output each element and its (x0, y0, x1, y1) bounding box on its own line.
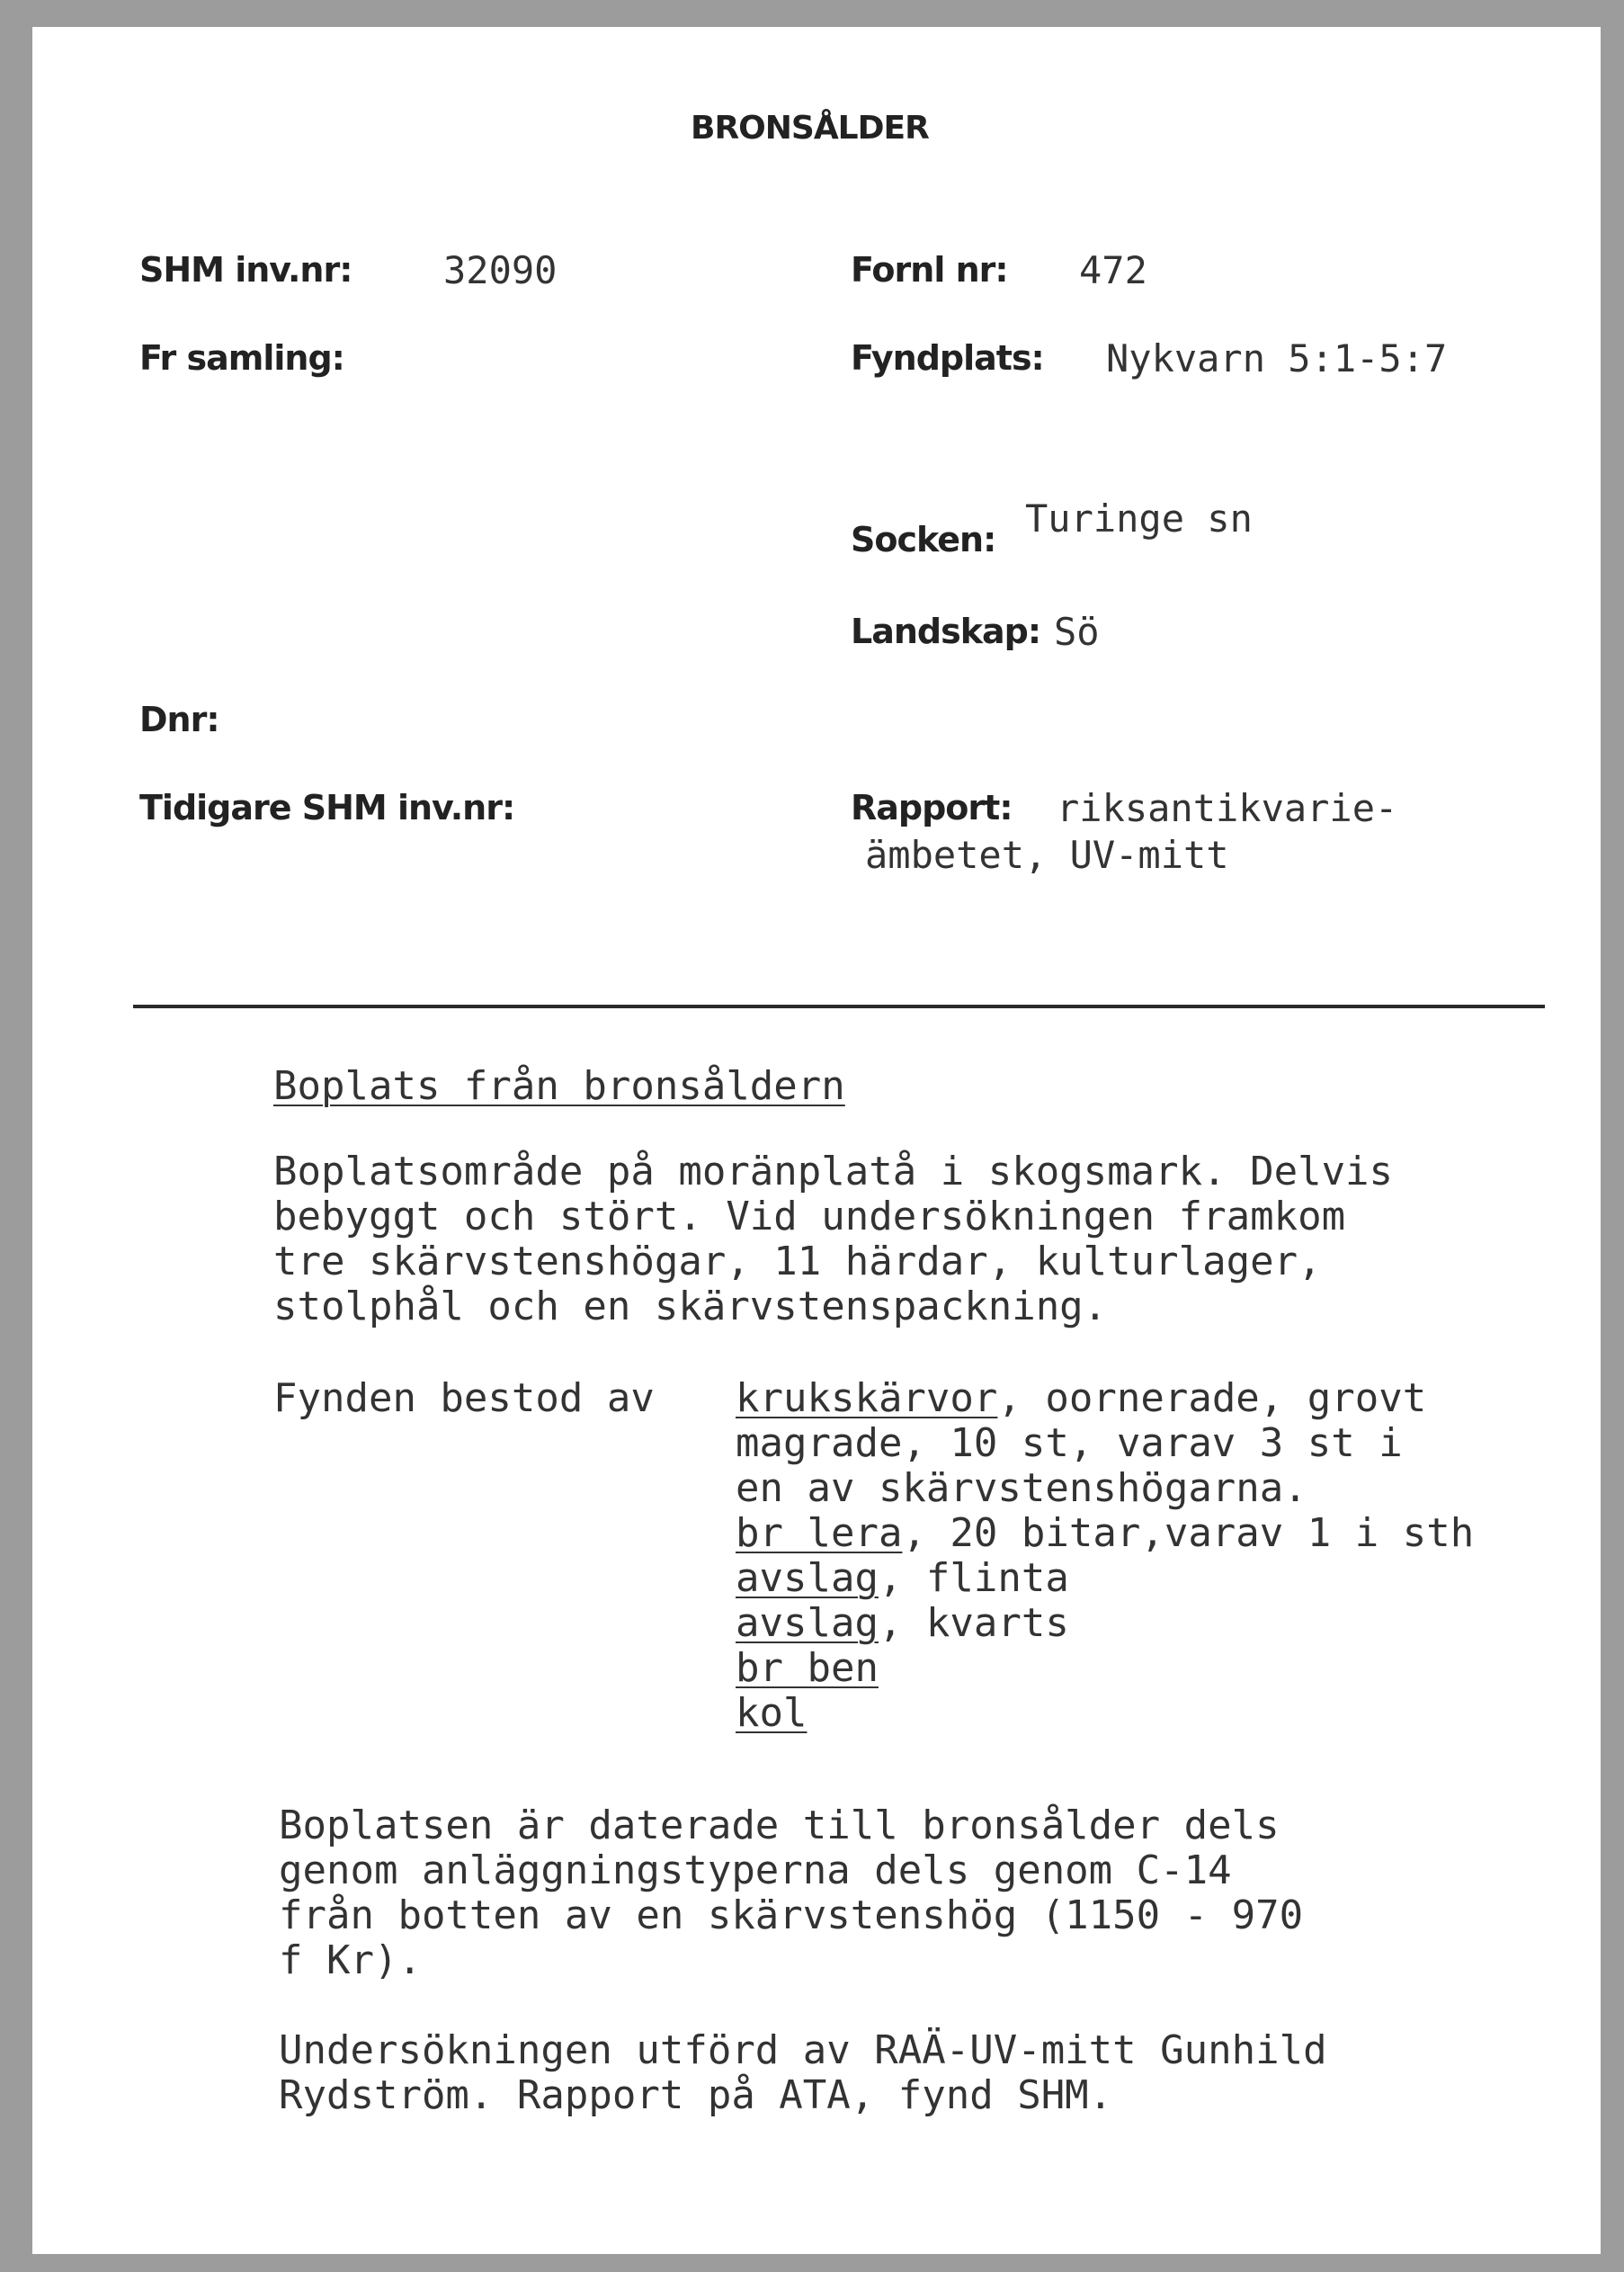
list-item (736, 1601, 1474, 1646)
find-name: avslag (736, 1600, 879, 1646)
rapport-value-line2: ämbetet, UV-mitt (865, 833, 1229, 877)
find-detail: , kvarts (878, 1600, 1069, 1646)
document-title: BRONSÅLDER (691, 110, 929, 147)
find-name: krukskärvor (736, 1375, 998, 1421)
text-line: f Kr). (279, 1937, 422, 1983)
find-detail: magrade, 10 st, varav 3 st i (736, 1420, 1403, 1466)
find-detail: en av skärvstenshögarna. (736, 1465, 1307, 1511)
paragraph-description (273, 1149, 1393, 1329)
list-item (736, 1556, 1474, 1601)
list-item (736, 1646, 1474, 1691)
fyndplats-value: Nykvarn 5:1-5:7 (1106, 336, 1448, 380)
section-heading (273, 1064, 845, 1109)
text-line: stolphål och en skärvstenspackning. (273, 1284, 1108, 1329)
fornl-label: Fornl nr: (851, 250, 1008, 290)
landskap-value: Sö (1054, 610, 1100, 654)
text-line: Boplatsområde på moränplatå i skogsmark. Delvis (273, 1149, 1394, 1194)
dnr-label: Dnr: (139, 700, 219, 739)
list-item (736, 1376, 1474, 1421)
landskap-label: Landskap: (851, 612, 1041, 651)
shm-inv-value: 32090 (443, 248, 558, 292)
list-item (736, 1691, 1474, 1736)
rapport-value-line1: riksantikvarie- (1057, 786, 1398, 830)
fornl-value: 472 (1079, 248, 1147, 292)
finds-intro: Fynden bestod av (273, 1375, 655, 1421)
fyndplats-label: Fyndplats: (851, 338, 1044, 378)
list-item (736, 1466, 1474, 1511)
paragraph-dating (279, 1803, 1303, 1983)
find-detail: , oornerade, grovt (997, 1375, 1427, 1421)
find-name: br lera (736, 1510, 903, 1556)
text-line: Boplatsen är daterade till bronsålder dels (279, 1802, 1280, 1848)
text-line: från botten av en skärvstenshög (1150 - 970 (279, 1892, 1304, 1938)
find-detail: , 20 bitar,varav 1 i sth (902, 1510, 1475, 1556)
text-line: Rydström. Rapport på ATA, fynd SHM. (279, 2072, 1113, 2118)
find-detail: , flinta (878, 1555, 1069, 1601)
rapport-label: Rapport: (851, 788, 1013, 827)
finds-list (736, 1376, 1474, 1736)
list-item (736, 1511, 1474, 1556)
socken-label: Socken: (851, 520, 996, 559)
find-name: kol (736, 1690, 808, 1736)
text-line: genom anläggningstyperna dels genom C-14 (279, 1847, 1232, 1893)
text-line: Undersökningen utförd av RAÄ-UV-mitt Gunhild (279, 2027, 1327, 2073)
tidigare-shm-label: Tidigare SHM inv.nr: (139, 788, 515, 827)
fr-samling-label: Fr samling: (139, 338, 344, 378)
socken-value: Turinge sn (1025, 496, 1253, 541)
find-name: avslag (736, 1555, 879, 1601)
heading-text: Boplats från bronsåldern (273, 1063, 845, 1109)
text-line: tre skärvstenshögar, 11 härdar, kulturlager, (273, 1239, 1322, 1284)
text-line: bebyggt och stört. Vid undersökningen framkom (273, 1194, 1346, 1239)
list-item (736, 1421, 1474, 1466)
horizontal-divider (133, 1005, 1545, 1008)
find-name: br ben (736, 1645, 879, 1691)
shm-inv-label: SHM inv.nr: (139, 250, 352, 290)
paragraph-investigation (279, 2028, 1327, 2118)
